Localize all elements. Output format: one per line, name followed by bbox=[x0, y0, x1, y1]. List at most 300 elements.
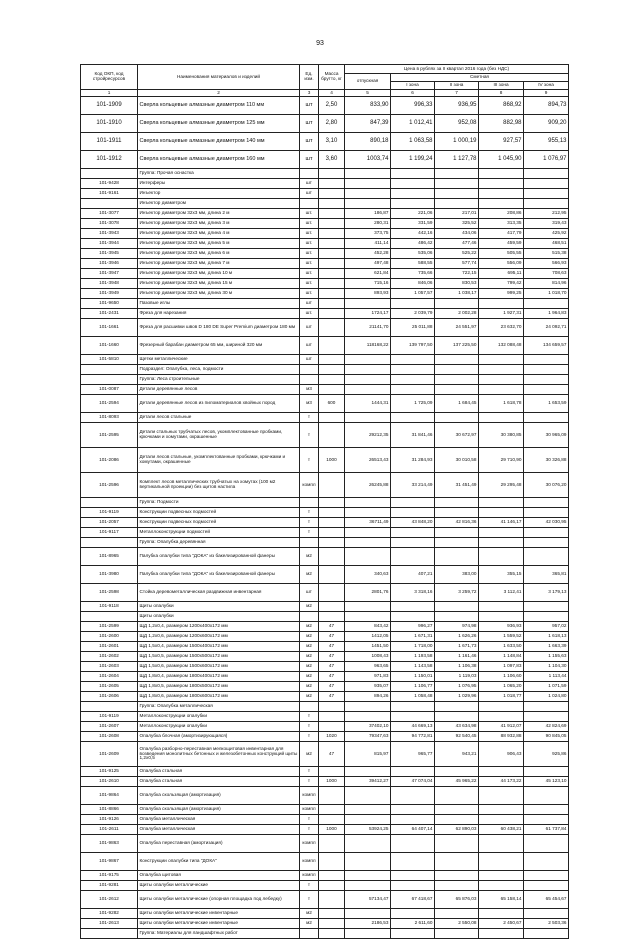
row-price-zone-1 bbox=[391, 853, 435, 871]
row-mass bbox=[319, 805, 345, 815]
row-price-zone-2: 477,46 bbox=[435, 239, 479, 249]
table-row bbox=[81, 249, 569, 259]
row-price-zone-3 bbox=[479, 528, 524, 538]
row-price-zone-1: 43 848,20 bbox=[391, 518, 435, 528]
row-price-release: 79347,63 bbox=[345, 732, 391, 742]
row-price-zone-3: 41 912,07 bbox=[479, 722, 524, 732]
row-price-zone-1: 33 214,49 bbox=[391, 473, 435, 498]
row-price-release bbox=[345, 355, 391, 365]
row-price-zone-3: 695,11 bbox=[479, 269, 524, 279]
row-price-zone-2: 525,22 bbox=[435, 249, 479, 259]
table-row bbox=[81, 151, 569, 169]
row-price-zone-4 bbox=[524, 169, 569, 179]
row-unit: м3 bbox=[300, 385, 319, 395]
row-price-zone-4: 42 030,95 bbox=[524, 518, 569, 528]
row-price-zone-3: 1 065,20 bbox=[479, 682, 524, 692]
header-release: отпускная bbox=[345, 74, 391, 90]
row-price-zone-1: 1 063,58 bbox=[391, 133, 435, 151]
row-price-release bbox=[345, 365, 391, 375]
row-price-zone-3: 30 380,85 bbox=[479, 423, 524, 448]
table-row bbox=[81, 929, 569, 939]
header-zone-2: II зона bbox=[435, 82, 479, 90]
row-price-zone-2: 92 540,45 bbox=[435, 732, 479, 742]
row-price-zone-3 bbox=[479, 712, 524, 722]
row-mass bbox=[319, 423, 345, 448]
row-unit: шт. bbox=[300, 309, 319, 319]
row-price-zone-4: 1 071,59 bbox=[524, 682, 569, 692]
row-name: Инъектор диаметром 32х3 мм, длина 6 м bbox=[138, 249, 300, 259]
row-price-zone-4: 1 113,44 bbox=[524, 672, 569, 682]
row-name: Детали стальных трубчатых лесов, укомплектованные пробками, крючками и хомутами, окрашенные bbox=[138, 423, 300, 448]
row-price-zone-1: 94 772,81 bbox=[391, 732, 435, 742]
row-mass bbox=[319, 815, 345, 825]
table-row bbox=[81, 835, 569, 853]
table-row bbox=[81, 133, 569, 151]
row-price-zone-3 bbox=[479, 189, 524, 199]
row-unit: шт. bbox=[300, 239, 319, 249]
row-price-zone-2: 1 038,17 bbox=[435, 289, 479, 299]
row-price-zone-4 bbox=[524, 835, 569, 853]
row-price-zone-1: 1 057,57 bbox=[391, 289, 435, 299]
table-row bbox=[81, 692, 569, 702]
row-price-zone-3: 1 559,52 bbox=[479, 632, 524, 642]
row-price-zone-2 bbox=[435, 929, 479, 939]
table-row bbox=[81, 395, 569, 413]
row-mass: 1000 bbox=[319, 777, 345, 787]
row-price-zone-1: 25 011,88 bbox=[391, 319, 435, 337]
row-price-zone-1: 735,66 bbox=[391, 269, 435, 279]
page-number: 93 bbox=[316, 40, 324, 47]
row-mass: 3,10 bbox=[319, 133, 345, 151]
table-row bbox=[81, 909, 569, 919]
table-row bbox=[81, 518, 569, 528]
row-price-release: 1451,50 bbox=[345, 642, 391, 652]
header-price-group: Цена в рублях за II квартал 2016 года (без НДС) bbox=[345, 65, 569, 74]
row-price-zone-1: 221,06 bbox=[391, 209, 435, 219]
row-name: ЩД 1,5х0,5, размером 1500х500х172 мм bbox=[138, 652, 300, 662]
row-unit: шт bbox=[300, 355, 319, 365]
row-mass bbox=[319, 219, 345, 229]
table-row bbox=[81, 269, 569, 279]
row-code: 101-2057 bbox=[81, 518, 138, 528]
row-mass bbox=[319, 909, 345, 919]
row-name: ЩД 1,5х0,4, размером 1500х400х172 мм bbox=[138, 642, 300, 652]
row-price-zone-3 bbox=[479, 199, 524, 209]
table-row bbox=[81, 584, 569, 602]
row-price-zone-4 bbox=[524, 602, 569, 612]
row-price-zone-3: 1 097,83 bbox=[479, 662, 524, 672]
row-code: 101-9118 bbox=[81, 602, 138, 612]
row-code: 101-3944 bbox=[81, 239, 138, 249]
row-price-zone-2 bbox=[435, 199, 479, 209]
row-name: ЩД 1,2х0,4, размером 1200х400х172 мм bbox=[138, 622, 300, 632]
row-price-zone-2 bbox=[435, 835, 479, 853]
table-row bbox=[81, 508, 569, 518]
table-row bbox=[81, 652, 569, 662]
row-code bbox=[81, 929, 138, 939]
row-name: Опалубка стальная bbox=[138, 777, 300, 787]
row-price-zone-3: 1 045,90 bbox=[479, 151, 524, 169]
row-price-zone-1: 1 671,31 bbox=[391, 632, 435, 642]
row-unit: шт. bbox=[300, 249, 319, 259]
row-price-zone-3: 1 148,84 bbox=[479, 652, 524, 662]
row-price-zone-2: 1 106,38 bbox=[435, 662, 479, 672]
row-price-zone-2: 1 119,03 bbox=[435, 672, 479, 682]
row-price-release: 621,84 bbox=[345, 269, 391, 279]
row-mass bbox=[319, 337, 345, 355]
row-price-release: 833,90 bbox=[345, 97, 391, 115]
row-price-zone-4: 566,93 bbox=[524, 259, 569, 269]
row-unit: шт bbox=[300, 189, 319, 199]
row-price-zone-2 bbox=[435, 871, 479, 881]
row-mass bbox=[319, 498, 345, 508]
row-price-zone-4: 1 024,80 bbox=[524, 692, 569, 702]
row-name: Детали лесов стальные, укомплектованные пробками, крючками и хомутами, окрашенные bbox=[138, 448, 300, 473]
row-code: 101-3078 bbox=[81, 219, 138, 229]
row-price-zone-4: 319,43 bbox=[524, 219, 569, 229]
row-unit bbox=[300, 199, 319, 209]
row-code: 101-2600 bbox=[81, 632, 138, 642]
header-zone-1: I зона bbox=[391, 82, 435, 90]
row-name: Опалубка металлическая bbox=[138, 815, 300, 825]
row-price-zone-4 bbox=[524, 385, 569, 395]
row-code: 101-2594 bbox=[81, 395, 138, 413]
row-mass: 2,80 bbox=[319, 115, 345, 133]
row-price-zone-3: 799,42 bbox=[479, 279, 524, 289]
table-row bbox=[81, 566, 569, 584]
row-price-zone-1: 996,27 bbox=[391, 622, 435, 632]
row-price-zone-1: 31 841,46 bbox=[391, 423, 435, 448]
row-price-release: 118168,22 bbox=[345, 337, 391, 355]
row-unit: компл bbox=[300, 787, 319, 805]
row-price-zone-1 bbox=[391, 787, 435, 805]
row-code: 101-3946 bbox=[81, 259, 138, 269]
row-name: ЩД 1,5х0,6, размером 1500х600х172 мм bbox=[138, 662, 300, 672]
row-price-zone-4: 1 663,39 bbox=[524, 642, 569, 652]
row-mass bbox=[319, 289, 345, 299]
row-code: 101-8093 bbox=[81, 413, 138, 423]
row-price-zone-1 bbox=[391, 299, 435, 309]
row-price-zone-3 bbox=[479, 909, 524, 919]
row-price-zone-2: 383,00 bbox=[435, 566, 479, 584]
row-name: Опалубка металлическая bbox=[138, 825, 300, 835]
row-price-release bbox=[345, 881, 391, 891]
row-mass: 2,50 bbox=[319, 97, 345, 115]
row-price-zone-1: 1 193,58 bbox=[391, 652, 435, 662]
table-row bbox=[81, 259, 569, 269]
row-price-zone-1 bbox=[391, 805, 435, 815]
row-price-zone-1 bbox=[391, 538, 435, 548]
row-code: 101-3947 bbox=[81, 269, 138, 279]
row-price-zone-4 bbox=[524, 702, 569, 712]
row-price-zone-3: 906,43 bbox=[479, 742, 524, 767]
row-price-zone-2 bbox=[435, 528, 479, 538]
row-code: 101-2613 bbox=[81, 919, 138, 929]
row-price-zone-4: 42 824,69 bbox=[524, 722, 569, 732]
row-price-zone-3 bbox=[479, 815, 524, 825]
row-price-zone-1: 31 284,93 bbox=[391, 448, 435, 473]
row-price-release: 1724,17 bbox=[345, 309, 391, 319]
table-header bbox=[81, 65, 569, 97]
row-price-zone-2: 24 551,97 bbox=[435, 319, 479, 337]
row-price-zone-3: 1 018,77 bbox=[479, 692, 524, 702]
row-price-release: 39412,27 bbox=[345, 777, 391, 787]
row-price-zone-4 bbox=[524, 508, 569, 518]
row-unit: м2 bbox=[300, 662, 319, 672]
row-price-release bbox=[345, 528, 391, 538]
row-name: Щиты опалубки металлические инвентарные bbox=[138, 909, 300, 919]
row-code: 101-2611 bbox=[81, 825, 138, 835]
row-price-zone-4: 24 092,71 bbox=[524, 319, 569, 337]
row-code: 101-1661 bbox=[81, 319, 138, 337]
row-price-release: 186,87 bbox=[345, 209, 391, 219]
row-price-zone-4: 1 155,63 bbox=[524, 652, 569, 662]
table-row bbox=[81, 423, 569, 448]
table-row bbox=[81, 289, 569, 299]
row-price-zone-1: 486,42 bbox=[391, 239, 435, 249]
table-row bbox=[81, 279, 569, 289]
row-price-zone-2 bbox=[435, 712, 479, 722]
row-code: 101-3943 bbox=[81, 229, 138, 239]
row-mass bbox=[319, 919, 345, 929]
table-row bbox=[81, 767, 569, 777]
row-price-release bbox=[345, 702, 391, 712]
row-code: 101-3949 bbox=[81, 289, 138, 299]
row-price-zone-4: 30 965,09 bbox=[524, 423, 569, 448]
row-code: 101-9650 bbox=[81, 299, 138, 309]
table-row bbox=[81, 199, 569, 209]
row-price-release bbox=[345, 767, 391, 777]
row-price-zone-2: 137 225,50 bbox=[435, 337, 479, 355]
row-price-zone-1: 44 669,13 bbox=[391, 722, 435, 732]
price-table bbox=[80, 64, 569, 939]
row-code: 101-9428 bbox=[81, 179, 138, 189]
row-code: 101-2612 bbox=[81, 891, 138, 909]
row-price-zone-3: 29 710,90 bbox=[479, 448, 524, 473]
row-price-zone-1 bbox=[391, 612, 435, 622]
table-row bbox=[81, 853, 569, 871]
row-name: Фреза для расшивки швов D 180 DE Super Premium диаметром 180 мм bbox=[138, 319, 300, 337]
row-price-zone-2: 1 684,45 bbox=[435, 395, 479, 413]
row-unit: шт. bbox=[300, 229, 319, 239]
header-unit: Ед. изм. bbox=[300, 65, 319, 90]
row-price-zone-3 bbox=[479, 767, 524, 777]
row-mass bbox=[319, 385, 345, 395]
row-code bbox=[81, 538, 138, 548]
row-mass bbox=[319, 508, 345, 518]
row-mass: 1020 bbox=[319, 732, 345, 742]
row-unit bbox=[300, 498, 319, 508]
row-price-zone-4 bbox=[524, 929, 569, 939]
row-name: Металлоконструкции подмостей bbox=[138, 528, 300, 538]
row-unit: т bbox=[300, 413, 319, 423]
row-price-zone-4 bbox=[524, 712, 569, 722]
row-code: 101-2431 bbox=[81, 309, 138, 319]
row-code: 101-2607 bbox=[81, 722, 138, 732]
row-mass: 47 bbox=[319, 692, 345, 702]
row-price-zone-3: 936,93 bbox=[479, 622, 524, 632]
row-unit: шт. bbox=[300, 259, 319, 269]
row-unit: м2 bbox=[300, 672, 319, 682]
row-unit: м2 bbox=[300, 682, 319, 692]
row-unit: шт bbox=[300, 179, 319, 189]
row-unit: т bbox=[300, 518, 319, 528]
row-mass bbox=[319, 767, 345, 777]
row-price-zone-2: 1 161,46 bbox=[435, 652, 479, 662]
column-number: 7 bbox=[435, 90, 479, 97]
row-price-zone-1: 64 407,14 bbox=[391, 825, 435, 835]
row-price-zone-1: 1 012,41 bbox=[391, 115, 435, 133]
row-name: Щиты опалубки металлические (опорная площадка под лебедку) bbox=[138, 891, 300, 909]
row-price-zone-3: 3 112,41 bbox=[479, 584, 524, 602]
row-unit: шт bbox=[300, 319, 319, 337]
row-price-zone-2 bbox=[435, 413, 479, 423]
row-price-zone-3: 556,09 bbox=[479, 259, 524, 269]
row-unit: м3 bbox=[300, 395, 319, 413]
row-price-zone-2: 3 259,72 bbox=[435, 584, 479, 602]
row-mass bbox=[319, 473, 345, 498]
row-mass bbox=[319, 891, 345, 909]
row-price-zone-2 bbox=[435, 355, 479, 365]
row-price-release bbox=[345, 385, 391, 395]
row-price-release bbox=[345, 189, 391, 199]
row-price-zone-2: 434,06 bbox=[435, 229, 479, 239]
row-price-zone-2 bbox=[435, 365, 479, 375]
row-price-zone-3 bbox=[479, 612, 524, 622]
row-code: 101-2609 bbox=[81, 742, 138, 767]
table-row bbox=[81, 732, 569, 742]
row-price-zone-3 bbox=[479, 299, 524, 309]
row-name: Инъектор диаметром 32х3 мм, длина 4 м bbox=[138, 229, 300, 239]
row-price-zone-3 bbox=[479, 179, 524, 189]
row-code: 101-2606 bbox=[81, 692, 138, 702]
row-price-zone-4: 212,95 bbox=[524, 209, 569, 219]
row-price-zone-2: 1 029,96 bbox=[435, 692, 479, 702]
row-code bbox=[81, 498, 138, 508]
row-price-zone-2: 1 076,95 bbox=[435, 682, 479, 692]
row-name: Опалубка щитовая bbox=[138, 871, 300, 881]
row-name: Опалубка стальная bbox=[138, 767, 300, 777]
row-unit: м2 bbox=[300, 622, 319, 632]
row-price-release: 57134,47 bbox=[345, 891, 391, 909]
row-price-zone-3: 44 173,22 bbox=[479, 777, 524, 787]
row-price-release bbox=[345, 498, 391, 508]
row-price-zone-4 bbox=[524, 413, 569, 423]
row-price-zone-3 bbox=[479, 835, 524, 853]
row-mass: 47 bbox=[319, 622, 345, 632]
row-name: Подраздел: Опалубка, леса, подмости bbox=[138, 365, 300, 375]
row-mass bbox=[319, 209, 345, 219]
row-price-release: 715,16 bbox=[345, 279, 391, 289]
row-unit bbox=[300, 929, 319, 939]
row-price-zone-2: 974,98 bbox=[435, 622, 479, 632]
row-price-zone-3 bbox=[479, 853, 524, 871]
row-unit bbox=[300, 538, 319, 548]
row-price-release: 340,63 bbox=[345, 566, 391, 584]
row-price-zone-1: 2 039,79 bbox=[391, 309, 435, 319]
row-code: 101-1912 bbox=[81, 151, 138, 169]
row-price-zone-2 bbox=[435, 498, 479, 508]
row-name: Фреза для нарезания bbox=[138, 309, 300, 319]
row-price-zone-1: 588,55 bbox=[391, 259, 435, 269]
row-name: Щиты опалубки bbox=[138, 612, 300, 622]
row-unit: м2 bbox=[300, 642, 319, 652]
row-code bbox=[81, 169, 138, 179]
row-price-release bbox=[345, 602, 391, 612]
row-price-zone-1 bbox=[391, 815, 435, 825]
row-mass bbox=[319, 518, 345, 528]
row-price-zone-1 bbox=[391, 767, 435, 777]
row-price-zone-4 bbox=[524, 871, 569, 881]
row-price-zone-4: 468,51 bbox=[524, 239, 569, 249]
row-mass bbox=[319, 309, 345, 319]
row-name: Интерферы bbox=[138, 179, 300, 189]
row-price-release: 26513,43 bbox=[345, 448, 391, 473]
table-row bbox=[81, 881, 569, 891]
row-unit: т bbox=[300, 712, 319, 722]
table-row bbox=[81, 742, 569, 767]
row-price-zone-3: 1 618,78 bbox=[479, 395, 524, 413]
row-unit: компл bbox=[300, 473, 319, 498]
row-code: 101-2598 bbox=[81, 584, 138, 602]
row-mass: 47 bbox=[319, 662, 345, 672]
row-code: 101-2604 bbox=[81, 672, 138, 682]
row-price-zone-1 bbox=[391, 375, 435, 385]
row-price-zone-4 bbox=[524, 881, 569, 891]
row-price-zone-4: 365,81 bbox=[524, 566, 569, 584]
row-name: Группа: Прочая оснастка bbox=[138, 169, 300, 179]
row-price-zone-4: 30 326,88 bbox=[524, 448, 569, 473]
table-row bbox=[81, 528, 569, 538]
row-price-zone-3 bbox=[479, 169, 524, 179]
row-price-zone-4 bbox=[524, 365, 569, 375]
row-price-release bbox=[345, 787, 391, 805]
row-unit: шт bbox=[300, 299, 319, 309]
row-unit: м2 bbox=[300, 742, 319, 767]
row-unit: м2 bbox=[300, 692, 319, 702]
row-unit bbox=[300, 702, 319, 712]
row-mass bbox=[319, 602, 345, 612]
table-row bbox=[81, 722, 569, 732]
row-unit: м2 bbox=[300, 548, 319, 566]
row-price-zone-4: 1 653,59 bbox=[524, 395, 569, 413]
row-price-zone-4 bbox=[524, 498, 569, 508]
row-price-zone-4: 1 018,70 bbox=[524, 289, 569, 299]
row-mass bbox=[319, 712, 345, 722]
row-price-zone-3 bbox=[479, 881, 524, 891]
row-name: Опалубка блочная (амортизирующаяся) bbox=[138, 732, 300, 742]
column-number-row bbox=[81, 90, 569, 97]
table-row bbox=[81, 209, 569, 219]
row-code: 101-2595 bbox=[81, 423, 138, 448]
row-unit: компл bbox=[300, 871, 319, 881]
row-price-zone-3: 29 295,48 bbox=[479, 473, 524, 498]
row-unit: т bbox=[300, 815, 319, 825]
row-price-zone-2: 936,95 bbox=[435, 97, 479, 115]
row-price-release: 36711,49 bbox=[345, 518, 391, 528]
column-number: 5 bbox=[345, 90, 391, 97]
row-mass bbox=[319, 269, 345, 279]
row-price-zone-4: 45 123,10 bbox=[524, 777, 569, 787]
row-price-zone-1: 1 718,00 bbox=[391, 642, 435, 652]
row-price-zone-2: 30 010,58 bbox=[435, 448, 479, 473]
row-code: 101-9864 bbox=[81, 787, 138, 805]
row-price-release: 971,83 bbox=[345, 672, 391, 682]
row-price-zone-1 bbox=[391, 548, 435, 566]
row-unit: м2 bbox=[300, 566, 319, 584]
row-price-zone-3 bbox=[479, 871, 524, 881]
row-mass bbox=[319, 787, 345, 805]
